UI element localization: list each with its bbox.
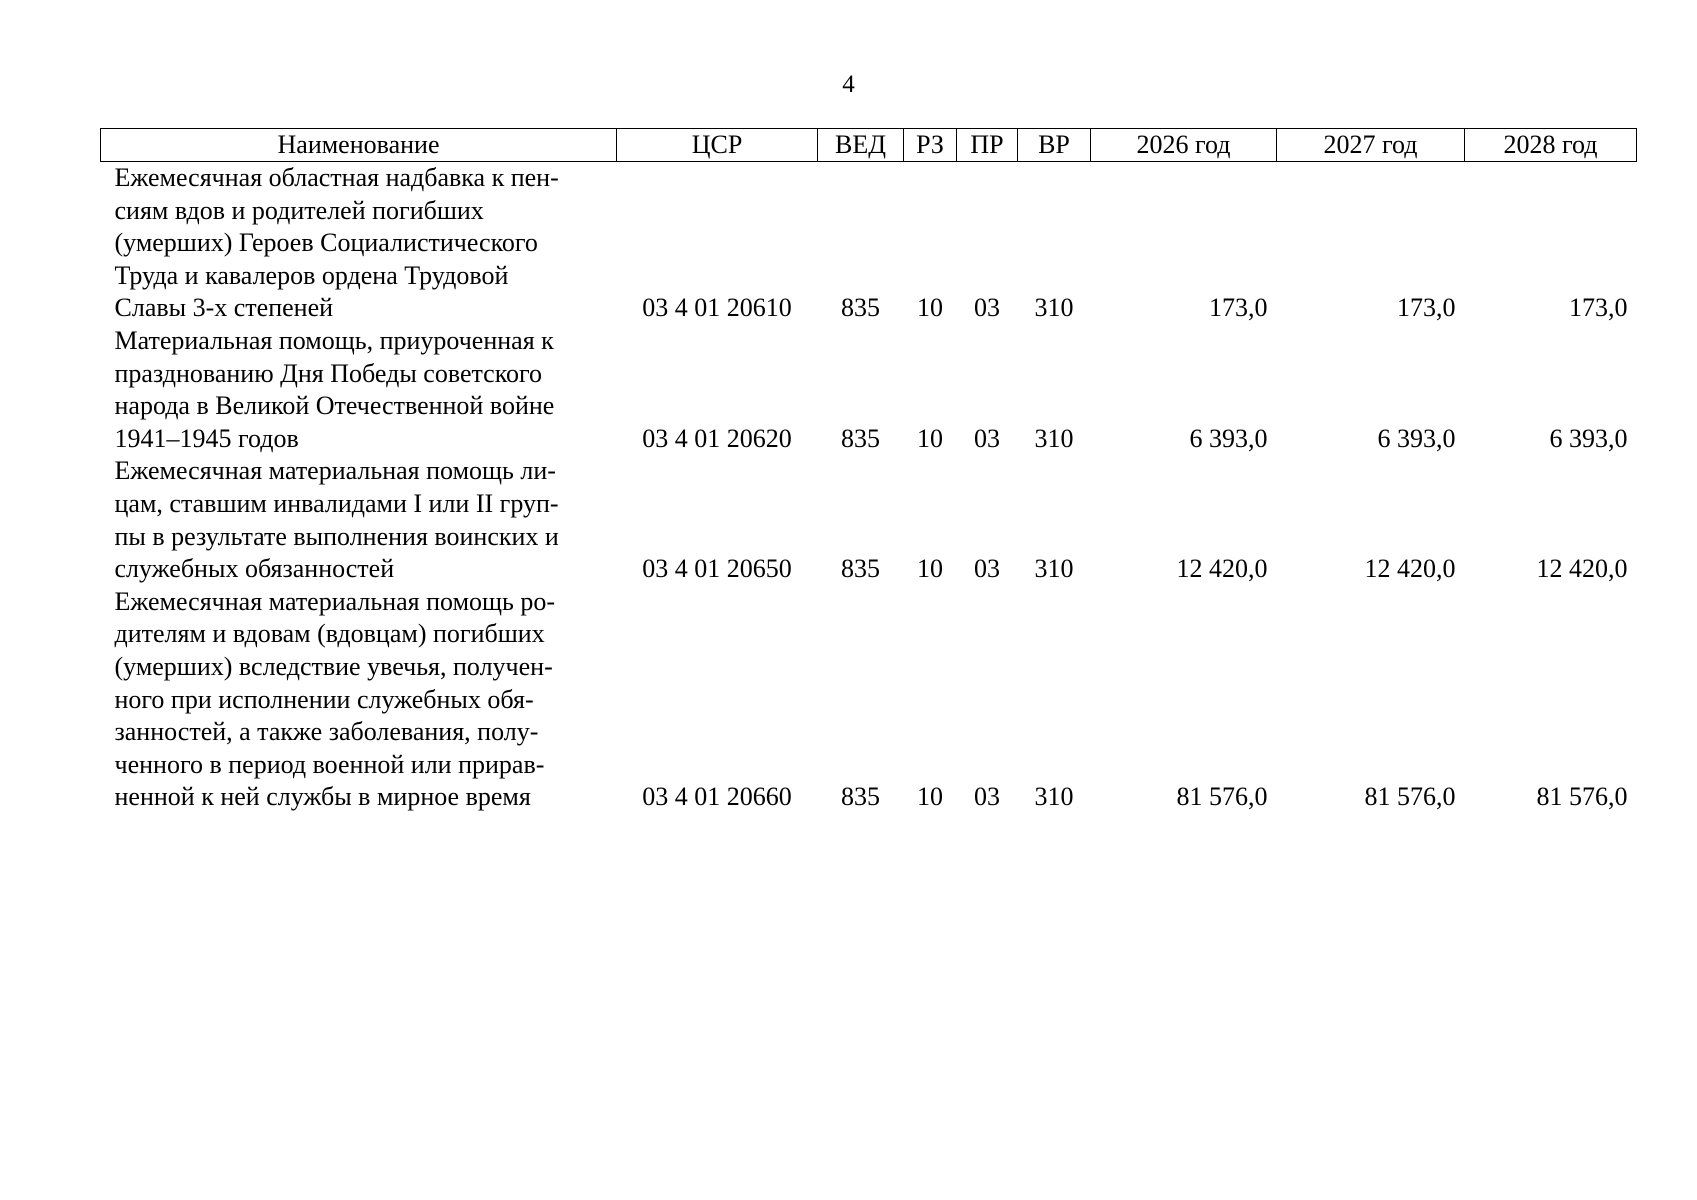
- name-line: народа в Великой Отечественной войне: [114, 391, 555, 421]
- name-line: Материальная помощь, приуроченная к: [114, 325, 554, 355]
- row-rz: 10: [917, 293, 943, 323]
- row-amount-2026: 173,0: [1209, 293, 1268, 323]
- row-amount-2027: 173,0: [1397, 293, 1456, 323]
- header-name: Наименование: [101, 129, 617, 162]
- name-line: сиям вдов и родителей погибших: [114, 195, 484, 225]
- row-ved: 835: [841, 554, 880, 584]
- row-csr: 03 4 01 20610: [642, 293, 792, 323]
- header-rz: РЗ: [904, 129, 957, 162]
- row-amount-2028: 6 393,0: [1549, 423, 1628, 453]
- row-amount-2026: 12 420,0: [1176, 554, 1268, 584]
- row-amount-2028: 173,0: [1569, 293, 1628, 323]
- table-row: [101, 455, 1637, 585]
- row-pr: 03: [974, 554, 1000, 584]
- table-body: [101, 162, 1637, 814]
- name-line: ченного в период военной или прирав-: [114, 749, 545, 779]
- header-2028: 2028 год: [1465, 129, 1637, 162]
- name-line: служебных обязанностей: [114, 554, 395, 584]
- header-row: [101, 129, 1637, 162]
- row-ved: 835: [841, 782, 880, 812]
- row-vr: 310: [1034, 423, 1074, 453]
- row-amount-2028: 81 576,0: [1536, 782, 1628, 812]
- row-name: [101, 455, 617, 585]
- row-rz: 10: [917, 423, 943, 453]
- name-line: Труда и кавалеров ордена Трудовой: [114, 260, 509, 290]
- row-ved: 835: [841, 293, 880, 323]
- row-vr: 310: [1034, 782, 1074, 812]
- table-row: [101, 586, 1637, 814]
- header-csr: ЦСР: [617, 129, 818, 162]
- header-pr: ПР: [957, 129, 1018, 162]
- header-2027: 2027 год: [1277, 129, 1465, 162]
- name-line: Ежемесячная областная надбавка к пен-: [114, 163, 559, 192]
- name-line: Ежемесячная материальная помощь ли-: [114, 456, 556, 486]
- row-pr: 03: [974, 293, 1000, 323]
- row-amount-2027: 81 576,0: [1364, 782, 1456, 812]
- name-line: дителям и вдовам (вдовцам) погибших: [114, 619, 545, 649]
- header-2026: 2026 год: [1091, 129, 1277, 162]
- name-line: празднованию Дня Победы советского: [114, 358, 543, 388]
- name-line: пы в результате выполнения воинских и: [114, 521, 559, 551]
- row-amount-2026: 6 393,0: [1189, 423, 1268, 453]
- row-pr: 03: [974, 423, 1000, 453]
- name-line: ненной к ней службы в мирное время: [114, 782, 531, 812]
- budget-table: [100, 128, 1637, 814]
- table-header: [101, 129, 1637, 162]
- row-amount-2027: 6 393,0: [1377, 423, 1456, 453]
- name-line: занностей, а также заболевания, полу-: [114, 717, 539, 747]
- name-line: цам, ставшим инвалидами I или II груп-: [114, 488, 559, 518]
- header-ved: ВЕД: [818, 129, 904, 162]
- table-row: [101, 162, 1637, 325]
- row-name: [101, 162, 617, 325]
- row-vr: 310: [1034, 293, 1074, 323]
- name-line: (умерших) Героев Социалистического: [114, 228, 538, 258]
- name-line: Ежемесячная материальная помощь ро-: [114, 586, 556, 616]
- row-ved: 835: [841, 423, 880, 453]
- row-amount-2026: 81 576,0: [1176, 782, 1268, 812]
- name-line: 1941–1945 годов: [114, 423, 299, 453]
- name-line: (умерших) вследствие увечья, получен-: [114, 651, 553, 681]
- header-vr: ВР: [1018, 129, 1091, 162]
- name-line: ного при исполнении служебных обя-: [114, 684, 534, 714]
- row-amount-2027: 12 420,0: [1364, 554, 1456, 584]
- row-name: [101, 325, 617, 455]
- row-rz: 10: [917, 554, 943, 584]
- row-pr: 03: [974, 782, 1000, 812]
- row-csr: 03 4 01 20660: [642, 782, 792, 812]
- row-csr: 03 4 01 20620: [642, 423, 792, 453]
- row-csr: 03 4 01 20650: [642, 554, 792, 584]
- row-rz: 10: [917, 782, 943, 812]
- row-name: [101, 586, 617, 814]
- row-vr: 310: [1034, 554, 1074, 584]
- page-number: 4: [842, 71, 855, 98]
- name-line: Славы 3-х степеней: [114, 293, 334, 323]
- row-amount-2028: 12 420,0: [1536, 554, 1628, 584]
- table-row: [101, 325, 1637, 455]
